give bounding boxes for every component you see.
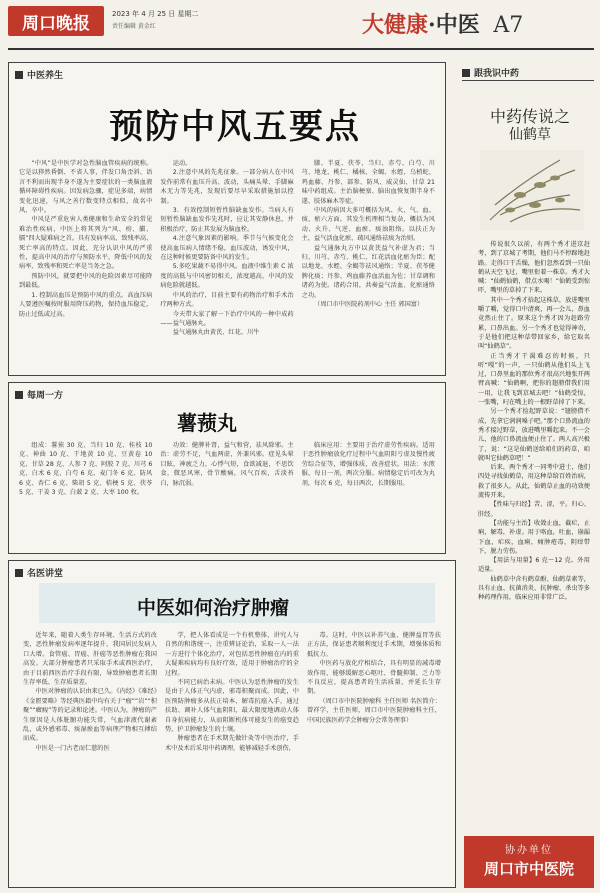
partner-label: 协办单位 [505,845,553,856]
paragraph: 今天带大家了解一下治疗中风的一种中成药——益气通脉丸。 [160,310,294,327]
stroke-columns [19,159,435,369]
paragraph: 2.注意中风的先兆征象。一部分病人在中风发作前常有血压升高、波动，头痛头晕、手脚麻木无力等先兆，发现后要尽早采取措施加以控制。 [160,169,294,205]
section-main: 大健康 [362,12,429,38]
herb-title: 中药传说之 [489,107,570,126]
header-rule [8,48,594,50]
stroke-article-panel [8,62,446,376]
section-title [362,8,523,39]
tumor-col-2 [165,631,299,881]
stroke-tag [15,68,63,81]
paragraph: 3．有效控制短暂性脑缺血发作。当病人有短暂性脑缺血发作先兆时，应让其安静休息，并积极治疗，防止其发展为脑血栓。 [160,207,294,233]
paragraph: 功效：健脾补肾，益气和营，祛风除邪。主治：虚劳不足，气血两虚，外兼风邪。症见头晕目眩，神疲乏力，心悸气短，食欲减退，不思饮食，微恶风寒，骨节酸痛，风气百疾，舌淡苔白，脉沉弱。 [160,442,294,487]
herb-subtitle: 仙鹤草 [509,127,551,143]
herb-tag-rule [462,80,594,81]
paragraph: 临床应用：主要用于治疗虚劳性疾病。适用于恶性肿瘤放化疗过程中气血阴阳亏虚及慢性疲劳综合征等，增强体质，改善症状。用法：水煎服，每日一剂，两次分服。病情稳定后可改为丸剂，每次 6 克，每日两次，长期服用。 [301,442,435,487]
paragraph: 仙鹤草中含有鹤草酚、仙鹤草素等，具有止血、抗菌消炎、抗肿瘤、杀虫等多种药理作用，临床应用非常广泛。 [478,575,590,602]
recipe-col-1 [19,441,152,547]
paragraph: 组成：薯蓣 30 克、当归 10 克、桂枝 10 克、神曲 10 克、干地黄 10 克、豆黄卷 10 克、甘草 28 克、人参 7 克、阿胶 7 克、川芎 6 克、白术 6 克、白芍 6 克、麦门冬 6 克、防风 6 克、杏仁 6 克、柴胡 5 克、桔梗 5 克、茯苓 5 克、干姜 3 克、白蔹 2 克、大枣 100 枚。 [19,442,153,497]
recipe-panel [8,382,446,554]
tumor-tag-label: 名医讲堂 [27,569,64,579]
paragraph: 不同已病治未病。中医认为恶性肿瘤的发生是由于人体正气内虚，邪毒积聚而成。因此，中医预防肿瘤多从扶正培本、解毒抗癌入手，通过扶助、调补人体气血阴阳，最大限度地调动人体自身抗病能力，从而阻断机体可能发生的癌变趋势，护卫肿瘤发生的土壤。 [165,679,299,734]
paragraph: 益气通脉丸由黄芪、红花、川牛 [172,329,260,337]
paragraph: 5.多吃果蔬不易得中风。血液中维生素 C 浓度的高低与中风密切相关，浓度越高，中风的发病危险就越低。 [160,263,294,290]
herb-text [478,240,590,832]
paragraph: 预防中风，就要把中风的危险因素尽可能降到最低。 [19,272,153,290]
tag-square-icon [462,69,470,77]
paragraph: 其中一个秀才拾起这株草，放进嘴里嚼了嚼，觉得口中清爽，再一会儿，鼻血竟然止住了。原来这个秀才因为赶路劳累，口鼻出血。另一个秀才也觉得神奇，于是他们把这种草带回家乡，给它取名叫“仙鹤草”。 [478,296,590,351]
tumor-tag [15,566,63,579]
paragraph: 中医是一门古老而仁慈的医 [35,744,110,752]
tag-square-icon [15,391,23,399]
stroke-col-3 [302,159,435,369]
partner-box [464,836,594,888]
paragraph: “中风”是中医学对急性脑血管疾病的统称。它是以猝然昏倒、不省人事，伴发口角歪斜、语言不利而出现半身不遂为主要症状的一类脑血液循环障碍性疾病。因发病急骤，症见多端，病情变化迅速，与风之善行数变特点相似，故名中风、卒中。 [19,160,153,215]
paragraph: 膝、半夏、茯苓、当归、赤芍、白芍、川芎、地龙、桃仁、橘核、全蝎、水蛭、乌梢蛇、鸡血藤、丹参、部参、防风、威灵仙、甘草 21 味中药组成。主治脑梗塞、脑出血恢复期半身不遂、肢体麻木等症。 [301,160,435,205]
paragraph: 【功能与主治】收敛止血，截疟，止痢，解毒，补虚。用于咯血，吐血，崩漏下血，疟疾，血痢，痈肿疮毒，阴痒带下，脱力劳伤。 [478,519,590,555]
recipe-title: 薯蓣丸 [177,411,237,435]
stroke-col-1 [19,159,152,369]
stroke-tag-label: 中医养生 [27,71,64,81]
paragraph: 【用法与用量】6 克～12 克。外用适量。 [478,557,590,574]
herb-illustration [480,150,584,230]
recipe-columns [19,441,435,547]
paragraph: 肿瘤患者在手术期先做针灸等中医治疗，手术中及术后采用中药调理，能够减轻手术创伤， [165,735,299,752]
paragraph: 传说很久以前，有两个秀才进京赶考，到了京城了考期，他们马不停蹄地赶路。走得口干舌燥，他们忽然看到一只仙鹤从天空飞过，嘴里衔着一株草。秀才大喊：“仙鹤仙鹤，借点水喝！”仙鹤受到惊吓，嘴里的草掉了下来。 [478,241,590,295]
paragraph: 1. 控制高血压是预防中风的重点。高血压病人要遵医嘱按时服用降压药物，保持血压稳定，防止过低或过高。 [19,291,153,318]
editor-line: 责任编辑 黄金红 [112,23,156,30]
tumor-col-1 [23,631,157,881]
paragraph: 学，把人体看成是一个有机整体，讲究人与自然的和谐统一，注重辨证论治，采取一人一法一方进行个体化治疗，对包括恶性肿瘤在内的重大疑难疾病均有良好疗效，适用于肿瘤治疗的全过程。 [165,632,299,677]
paragraph: 益气通脉丸方中以黄芪益气补虚为君；当归、川芎、赤芍、桃仁、红花活血化瘀为臣；配以地龙、水蛭、全蝎等祛风通络；半夏、茯苓健脾化痰；丹参、鸡血藤养血活血为佐；甘草调和诸药为使。诸药合用，共奏益气活血、化瘀通络之功。 [301,244,435,299]
paragraph: 正当秀才干渴难忍的时候，只听“嘎”的一声，一只仙鹤从他们头上飞过，口鼻里血的那位秀才很高兴地张开两臂高喊：“仙鹤啊，把你的翅膀借我们用一用，让我飞到京城去吧！”仙鹤受惊，一张嘴，叼在嘴上的一根野草掉了下来。 [478,352,590,407]
tumor-article-panel [8,560,456,888]
paragraph: 毒。这时，中医以补养气血、健脾益胃等扶正方法，保证患者顺利度过手术期，增强体质和抵抗力。 [307,632,441,658]
paragraph: 运动。 [172,160,192,167]
herb-tag-label: 跟我识中药 [474,69,520,79]
partner-name: 周口市中医院 [483,860,574,878]
recipe-col-3 [302,441,435,547]
herb-tag [462,66,519,79]
tag-square-icon [15,569,23,577]
paragraph: （周口市中医院药剂中心 主任 郭国富） [314,301,424,309]
paragraph: 中医药与放化疗相结合，具有明显的减毒增效作用，能够缓解恶心呕吐、骨髓抑制、乏力等不良反应，提高患者的生活质量，并延长生存期。 [307,660,441,696]
paragraph: （周口市中医院肿瘤科 主任医师 名医简介：曾祥学，主任医师，周口市中医院肿瘤科主任，中国民族医药学会肿瘤分会常务理事） [307,697,441,724]
paragraph: 中风是严重危害人类健康和生命安全的常见难治性疾病，中医上将其列为“风、痨、臌、膈”四大疑难病之首。具有发病率高、致残率高、死亡率高的特点。因此，充分认识中风的严重性，提高中风的治疗与预防水平，降低中风的发病率、致残率和死亡率是当务之急。 [19,216,153,271]
paragraph: 另一个秀才捡起野草说：“翅膀借不成，先拿它润润嗓子吧。”那个口鼻流血的秀才接过野草，放进嘴里嚼起来。不一会儿，他的口鼻流血便止住了。两人高兴极了，说：“这是仙鹤送给咱们的药草，咱就叫它仙鹤草吧！” [478,408,590,462]
tag-square-icon [15,71,23,79]
date-line: 2023 年 4 月 25 日 星期二 [112,10,199,18]
paragraph: 中风的治疗，目前主要有药物治疗和手术治疗两种方式。 [160,291,294,309]
stroke-title: 预防中风五要点 [109,107,361,147]
section-separator: · [428,12,436,38]
tumor-title: 中医如何治疗肿瘤 [137,597,290,619]
recipe-col-2 [160,441,293,547]
tumor-col-3 [307,631,441,881]
recipe-tag-label: 每周一方 [27,391,64,401]
paragraph: 中医对肿瘤的认识由来已久。《内经》《难经》《金匮要略》等经典医籍中均有关于“瘤”“岩”“积聚”“癥瘕”等的记录和论述。中医认为，肿瘤的产生原因是人体脏腑功能失常，气血津液代谢紊乱，或外感邪毒、痰湿瘀血等病理产物相互搏结而成。 [23,688,157,743]
stroke-col-2 [160,159,293,369]
recipe-tag [15,388,63,401]
paragraph: 中风的病因大多可概括为风、火、气、血、痰、瘀六方面。其发生机理相当复杂，概括为风动、火升、气逆、血瘀、痰浊阻络。以扶正为主，益气活血化瘀、疏风通络祛痰为治则。 [301,207,435,243]
paragraph: 4.注意气象因素的影响。季节与气候变化会使高血压病人情绪不稳，血压波动，诱发中风，在这种时候更要防备中风的发生。 [160,235,294,262]
paragraph: 后来，两个秀才一同考中进士，他们四处寻找仙鹤草，用这种草给百姓治病，救了很多人。从此，仙鹤草止血的功效便流传开来。 [478,464,590,500]
tumor-columns [23,631,441,881]
section-sub: 中医 [435,12,480,38]
paragraph: 【性味与归经】苦、涩，平。归心、肝经。 [478,501,590,518]
paragraph: 近年来，随着人类生存环境、生活方式的改变，恶性肿瘤发病率逐年提升，我国居民发病人口大增。食管癌、胃癌、肝癌等恶性肿瘤在我国高发。大部分肿瘤患者只采取手术或西医治疗，由于目前西医治疗手段有限，导致肿瘤患者长期生存率低、生存质量差。 [23,632,157,687]
masthead-logo: 周口晚报 [8,6,104,36]
page-number: A7 [493,13,524,38]
